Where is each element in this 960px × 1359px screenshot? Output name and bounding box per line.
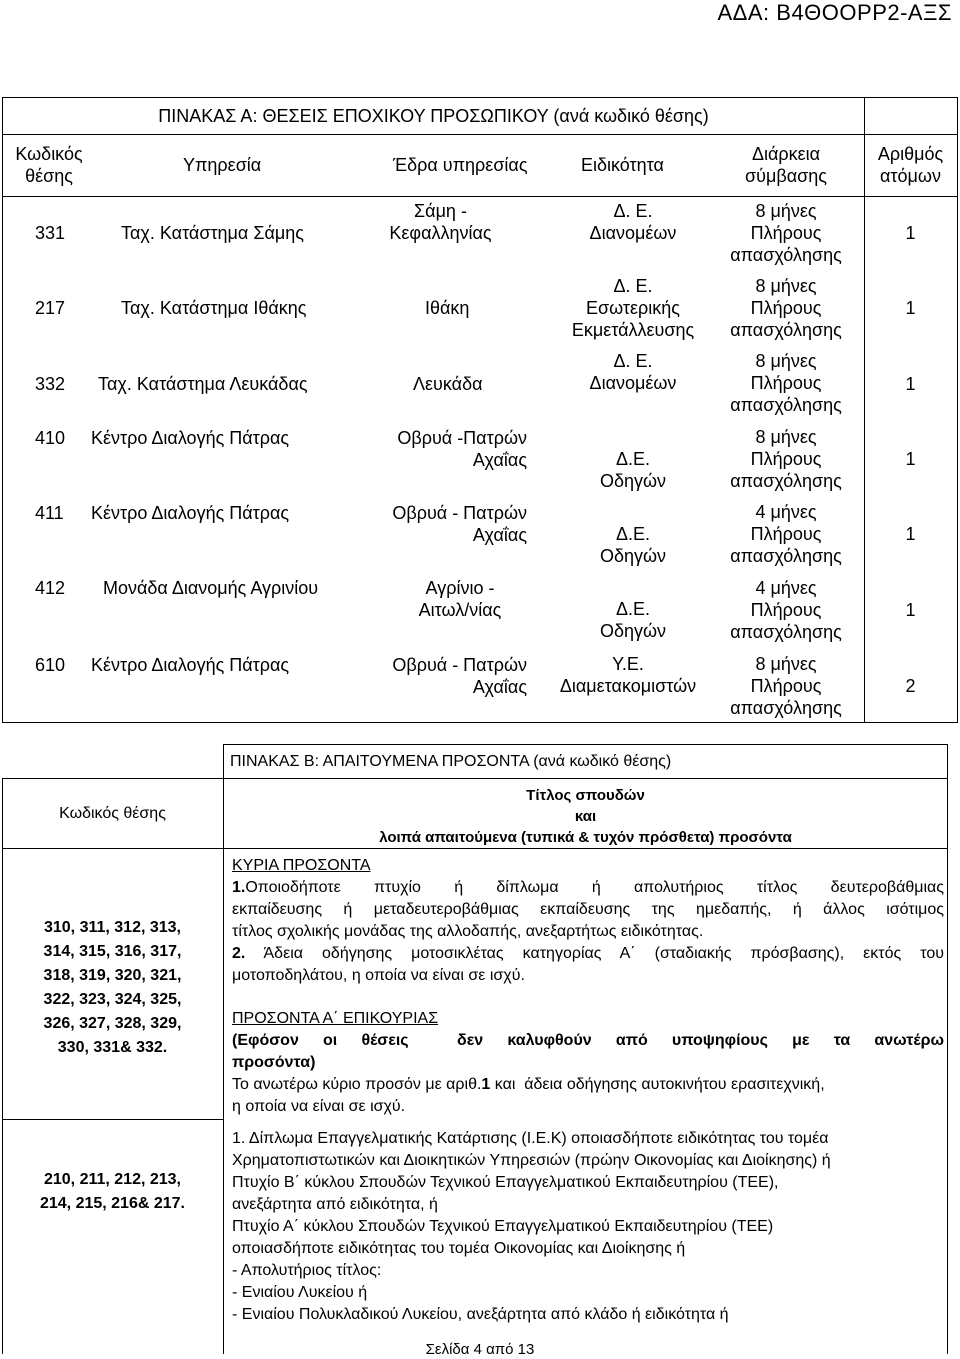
row-duration	[711, 501, 861, 567]
header-duration-line: σύμβασης	[745, 166, 827, 186]
row-duration-line: Πλήρους	[750, 373, 822, 393]
row-code: 410	[35, 428, 66, 448]
row-specialty-line: Δ.Ε.	[615, 599, 651, 619]
header-duration-line: Διάρκεια	[751, 144, 821, 164]
table-b-rule	[2, 848, 948, 849]
code-line: 326, 327, 328, 329,	[43, 1015, 182, 1032]
row-duration-line: 8 μήνες	[755, 654, 817, 674]
aux-note-line: (Εφόσον οι θέσεις δεν καλυφθούν από υποψηφίους με τα ανωτέρω	[232, 1032, 944, 1049]
group1-codes	[2, 916, 223, 1060]
qual-2-line: μοτοποδηλάτου, η οποία να είναι σε ισχύ.	[232, 967, 525, 984]
row-duration-line: Πλήρους	[750, 449, 822, 469]
code-line: 314, 315, 316, 317,	[43, 943, 182, 960]
row-duration-line: Πλήρους	[750, 298, 822, 318]
row-service: Ταχ. Κατάστημα Σάμης	[121, 223, 304, 243]
header-b-title	[224, 785, 947, 848]
row-duration-line: απασχόλησης	[730, 245, 842, 265]
row-duration-line: 8 μήνες	[755, 351, 817, 371]
row-seat-line: Οβρυά -Πατρών	[397, 428, 527, 448]
row-count: 1	[905, 374, 916, 394]
row-specialty-line: Οδηγών	[599, 546, 667, 566]
header-b-code: Κωδικός θέσης	[59, 805, 166, 822]
row-count: 1	[905, 223, 916, 243]
qual-2-text: Άδεια οδήγησης μοτοσικλέτας κατηγορίας Α΄ (σταδιακής πρόσβασης), εκτός του	[245, 945, 944, 962]
code-line: 322, 323, 324, 325,	[43, 991, 182, 1008]
row-duration-line: απασχόλησης	[730, 546, 842, 566]
g2-line: Χρηματοπιστωτικών και Διοικητικών Υπηρεσιών (πρώην Οικονομίας και Διοίκησης) ή	[232, 1152, 831, 1169]
code-line: 214, 215, 216& 217.	[39, 1195, 185, 1212]
row-specialty-line: Διανομέων	[589, 373, 677, 393]
header-b-title-line: και	[574, 808, 597, 825]
row-service: Κέντρο Διαλογής Πάτρας	[91, 655, 290, 675]
row-seat-line: Αχαΐας	[472, 525, 527, 545]
aux-note-line: προσόντα)	[232, 1054, 316, 1071]
header-code	[3, 143, 95, 187]
group2-codes	[2, 1168, 223, 1216]
row-service: Κέντρο Διαλογής Πάτρας	[91, 503, 290, 523]
row-specialty-line: Εσωτερικής	[586, 298, 680, 318]
row-code: 332	[35, 374, 66, 394]
row-seat	[363, 502, 527, 546]
code-line: 318, 319, 320, 321,	[43, 967, 182, 984]
header-seat: Έδρα υπηρεσίας	[393, 155, 528, 175]
row-specialty	[563, 523, 703, 567]
row-specialty-line: Υ.Ε.	[612, 654, 644, 674]
row-code: 331	[35, 223, 66, 243]
g2-line: Πτυχίο Α΄ κύκλου Σπουδών Τεχνικού Επαγγελματικού Εκπαιδευτηρίου (ΤΕΕ)	[232, 1218, 774, 1235]
row-seat-line: Οβρυά - Πατρών	[392, 503, 527, 523]
qual-1-line	[232, 877, 944, 898]
qual-1-line: τίτλος σχολικής μονάδας της αλλοδαπής, ανεξαρτήτως ειδικότητας.	[232, 923, 704, 940]
row-duration-line: Πλήρους	[750, 676, 822, 696]
qual-2-line	[232, 943, 944, 964]
row-duration-line: 4 μήνες	[755, 502, 817, 522]
aux-text-part: και άδεια οδήγησης αυτοκινήτου ερασιτεχνική,	[490, 1076, 825, 1093]
row-duration-line: Πλήρους	[750, 223, 822, 243]
row-count: 1	[905, 600, 916, 620]
ada-code: ΑΔΑ: Β4ΘΟΟΡΡ2-ΑΞΣ	[717, 0, 952, 25]
row-duration-line: απασχόλησης	[730, 395, 842, 415]
row-seat-line: Σάμη -	[414, 201, 467, 221]
row-specialty-line: Δ. Ε.	[613, 276, 653, 296]
aux-text-part: Το ανωτέρω κύριο προσόν με αριθ.	[232, 1076, 482, 1093]
row-code: 610	[35, 655, 66, 675]
row-seat	[395, 577, 525, 621]
row-count: 1	[905, 298, 916, 318]
group2-quals	[232, 1128, 831, 1326]
table-b-rule	[2, 1119, 223, 1120]
row-duration-line: 4 μήνες	[755, 578, 817, 598]
row-duration	[711, 200, 861, 266]
g2-line: - Απολυτήριος τίτλος:	[232, 1262, 382, 1279]
header-code-line: Κωδικός	[15, 144, 83, 164]
header-duration	[711, 143, 861, 187]
g2-line: Πτυχίο Β΄ κύκλου Σπουδών Τεχνικού Επαγγελματικού Εκπαιδευτηρίου (ΤΕΕ),	[232, 1174, 779, 1191]
row-seat-line: Αχαΐας	[472, 677, 527, 697]
table-a-title: ΠΙΝΑΚΑΣ Α: ΘΕΣΕΙΣ ΕΠΟΧΙΚΟΥ ΠΡΟΣΩΠΙΚΟΥ (ανά κωδικό θέσης)	[158, 106, 709, 126]
row-duration-line: απασχόλησης	[730, 622, 842, 642]
row-duration-line: Πλήρους	[750, 600, 822, 620]
row-seat: Ιθάκη	[425, 298, 470, 318]
code-line: 310, 311, 312, 313,	[43, 919, 181, 936]
row-duration	[711, 577, 861, 643]
table-a-rule	[864, 98, 865, 722]
row-specialty-line: Διαμετακομιστών	[559, 676, 697, 696]
table-b-rule	[2, 778, 3, 1354]
row-specialty-line: Διανομέων	[589, 223, 677, 243]
row-service: Ταχ. Κατάστημα Ιθάκης	[121, 298, 307, 318]
code-line: 210, 211, 212, 213,	[43, 1171, 181, 1188]
row-service: Κέντρο Διαλογής Πάτρας	[91, 428, 290, 448]
table-b-title: ΠΙΝΑΚΑΣ Β: ΑΠΑΙΤΟΥΜΕΝΑ ΠΡΟΣΟΝΤΑ (ανά κωδικό θέσης)	[230, 753, 672, 770]
row-seat: Λευκάδα	[413, 374, 483, 394]
qual-2-num: 2.	[232, 945, 246, 962]
g2-line: - Ενιαίου Λυκείου ή	[232, 1284, 368, 1301]
qual-1-num: 1.	[232, 879, 246, 896]
row-specialty-line: Δ.Ε.	[615, 524, 651, 544]
row-specialty	[563, 200, 703, 244]
g2-line: ανεξάρτητα από ειδικότητα, ή	[232, 1196, 438, 1213]
row-count: 1	[905, 449, 916, 469]
row-specialty-line: Οδηγών	[599, 471, 667, 491]
table-b-rule	[947, 744, 948, 1354]
table-b	[2, 744, 948, 1354]
row-duration	[711, 275, 861, 341]
row-specialty	[563, 350, 703, 394]
row-duration-line: απασχόλησης	[730, 320, 842, 340]
row-specialty-line: Οδηγών	[599, 621, 667, 641]
row-specialty-line: Δ. Ε.	[613, 351, 653, 371]
row-seat-line: Αιτωλ/νίας	[418, 600, 502, 620]
table-a-rule	[3, 134, 957, 135]
table-b-rule	[223, 744, 948, 745]
table-b-rule	[2, 778, 948, 779]
page-number: Σελίδα 4 από 13	[425, 1341, 535, 1358]
header-count-line: ατόμων	[880, 166, 941, 186]
row-duration-line: απασχόλησης	[730, 698, 842, 718]
header-count-line: Αριθμός	[877, 144, 944, 164]
row-code: 412	[35, 578, 66, 598]
aux-text-line: η οποία να είναι σε ισχύ.	[232, 1098, 406, 1115]
row-duration-line: Πλήρους	[750, 524, 822, 544]
row-seat-line: Οβρυά - Πατρών	[392, 655, 527, 675]
row-code: 217	[35, 298, 66, 318]
row-duration	[711, 426, 861, 492]
row-duration	[711, 350, 861, 416]
header-service: Υπηρεσία	[183, 155, 262, 175]
table-a-rule	[3, 196, 957, 197]
row-specialty-line: Δ. Ε.	[613, 201, 653, 221]
row-duration-line: 8 μήνες	[755, 201, 817, 221]
row-seat-line: Κεφαλληνίας	[389, 223, 492, 243]
row-duration-line: 8 μήνες	[755, 276, 817, 296]
g2-line: - Ενιαίου Πολυκλαδικού Λυκείου, ανεξάρτητα από κλάδο ή ειδικότητα ή	[232, 1306, 729, 1323]
row-specialty	[563, 598, 703, 642]
qual-1-line: εκπαίδευσης ή μεταδευτεροβάθμιας εκπαίδευσης της ημεδαπής, ή άλλος ισότιμος	[232, 901, 944, 918]
header-code-line: θέσης	[25, 166, 73, 186]
row-service: Μονάδα Διανομής Αγρινίου	[103, 578, 319, 598]
aux-text-num: 1	[481, 1076, 491, 1093]
row-specialty	[543, 653, 713, 697]
row-seat-line: Αχαΐας	[472, 450, 527, 470]
g2-line: 1. Δίπλωμα Επαγγελματικής Κατάρτισης (Ι.Ε.Κ) οποιασδήποτε ειδικότητας του τομέα	[232, 1130, 829, 1147]
row-seat	[378, 200, 503, 244]
row-specialty-line: Εκμετάλλευσης	[571, 320, 695, 340]
row-specialty-line: Δ.Ε.	[615, 449, 651, 469]
row-duration-line: απασχόλησης	[730, 471, 842, 491]
row-code: 411	[35, 503, 64, 523]
aux-heading: ΠΡΟΣΟΝΤΑ Α΄ ΕΠΙΚΟΥΡΙΑΣ	[232, 1010, 439, 1027]
row-service: Ταχ. Κατάστημα Λευκάδας	[98, 374, 308, 394]
row-specialty	[563, 448, 703, 492]
main-quals-heading: ΚΥΡΙΑ ΠΡΟΣΟΝΤΑ	[232, 857, 371, 874]
table-a	[2, 97, 958, 723]
qual-1-text: Οποιοδήποτε πτυχίο ή δίπλωμα ή απολυτήριος τίτλος δευτεροβάθμιας	[245, 879, 944, 896]
header-count	[864, 143, 957, 187]
row-count: 1	[905, 524, 916, 544]
row-specialty	[563, 275, 703, 341]
row-seat	[363, 427, 527, 471]
row-seat-line: Αγρίνιο -	[425, 578, 495, 598]
row-duration	[711, 653, 861, 719]
header-specialty: Ειδικότητα	[581, 155, 664, 175]
header-b-title-line: λοιπά απαιτούμενα (τυπικά & τυχόν πρόσθετα) προσόντα	[379, 829, 792, 846]
aux-text-line	[232, 1074, 825, 1095]
code-line: 330, 331& 332.	[57, 1039, 168, 1056]
g2-line: οποιασδήποτε ειδικότητας του τομέα Οικονομίας και Διοίκησης ή	[232, 1240, 686, 1257]
row-count: 2	[905, 676, 916, 696]
header-b-title-line: Τίτλος σπουδών	[526, 787, 645, 804]
row-seat	[363, 654, 527, 698]
row-duration-line: 8 μήνες	[755, 427, 817, 447]
